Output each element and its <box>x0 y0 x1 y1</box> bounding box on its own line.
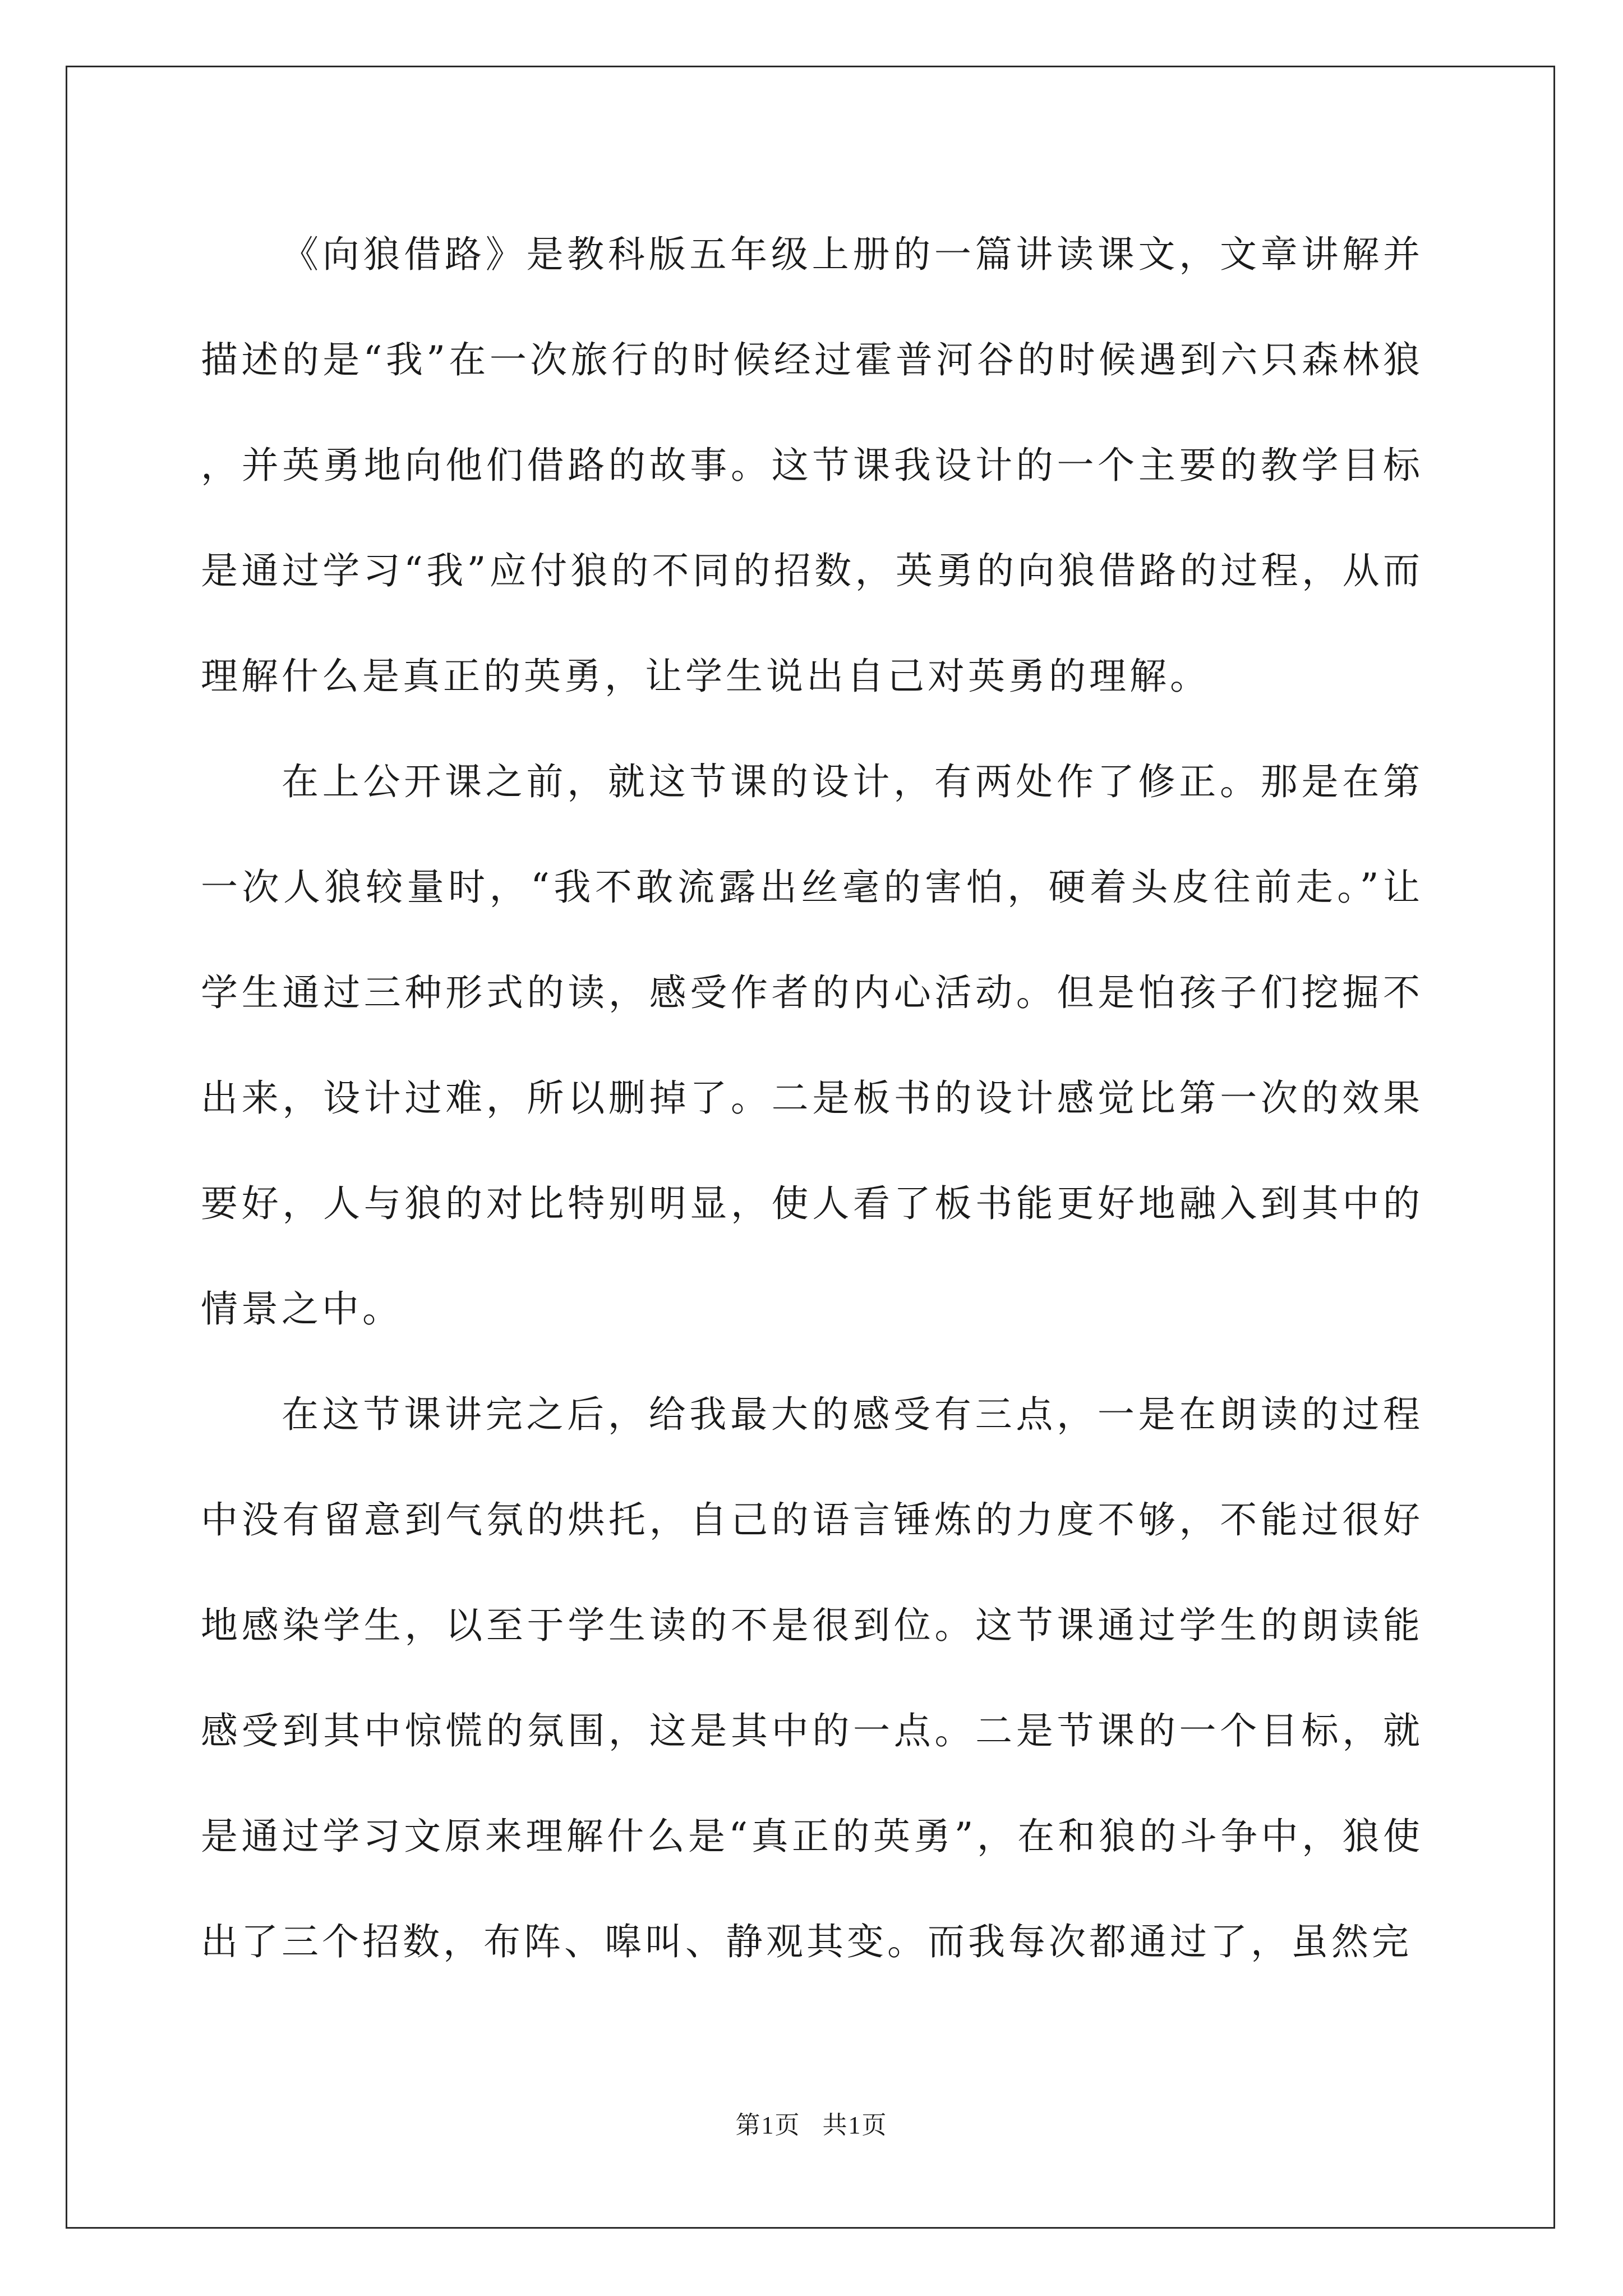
paragraph-2: 在上公开课之前，就这节课的设计，有两处作了修正。那是在第一次人狼较量时，“我不敢流露出丝毫的害怕，硬着头皮往前走。”让学生通过三种形式的读，感受作者的内心活动。但是怕孩子们挖掘不出来，设计过难，所以删掉了。二是板书的设计感觉比第一次的效果要好，人与狼的对比特别明显，使人看了板书能更好地融入到其中的情景之中。 <box>201 760 1423 1331</box>
paragraph-3: 在这节课讲完之后，给我最大的感受有三点，一是在朗读的过程中没有留意到气氛的烘托，自己的语言锤炼的力度不够，不能过很好地感染学生，以至于学生读的不是很到位。这节课通过学生的朗读能感受到其中惊慌的氛围，这是其中的一点。二是节课的一个目标，就是通过学习文原来理解什么是“真正的英勇”，在和狼的斗争中，狼使出了三个招数，布阵、嗥叫、静观其变。而我每次都通过了，虽然完 <box>201 1393 1423 1963</box>
paragraph-1: 《向狼借路》是教科版五年级上册的一篇讲读课文，文章讲解并描述的是“我”在一次旅行的时候经过霍普河谷的时候遇到六只森林狼，并英勇地向他们借路的故事。这节课我设计的一个主要的教学目标是通过学习“我”应付狼的不同的招数，英勇的向狼借路的过程，从而理解什么是真正的英勇，让学生说出自己对英勇的理解。 <box>201 233 1423 698</box>
page-total: 共1页 <box>822 2111 888 2139</box>
document-body <box>201 202 1423 1995</box>
page-footer <box>0 2105 1623 2141</box>
page-number: 第1页 <box>735 2111 801 2139</box>
